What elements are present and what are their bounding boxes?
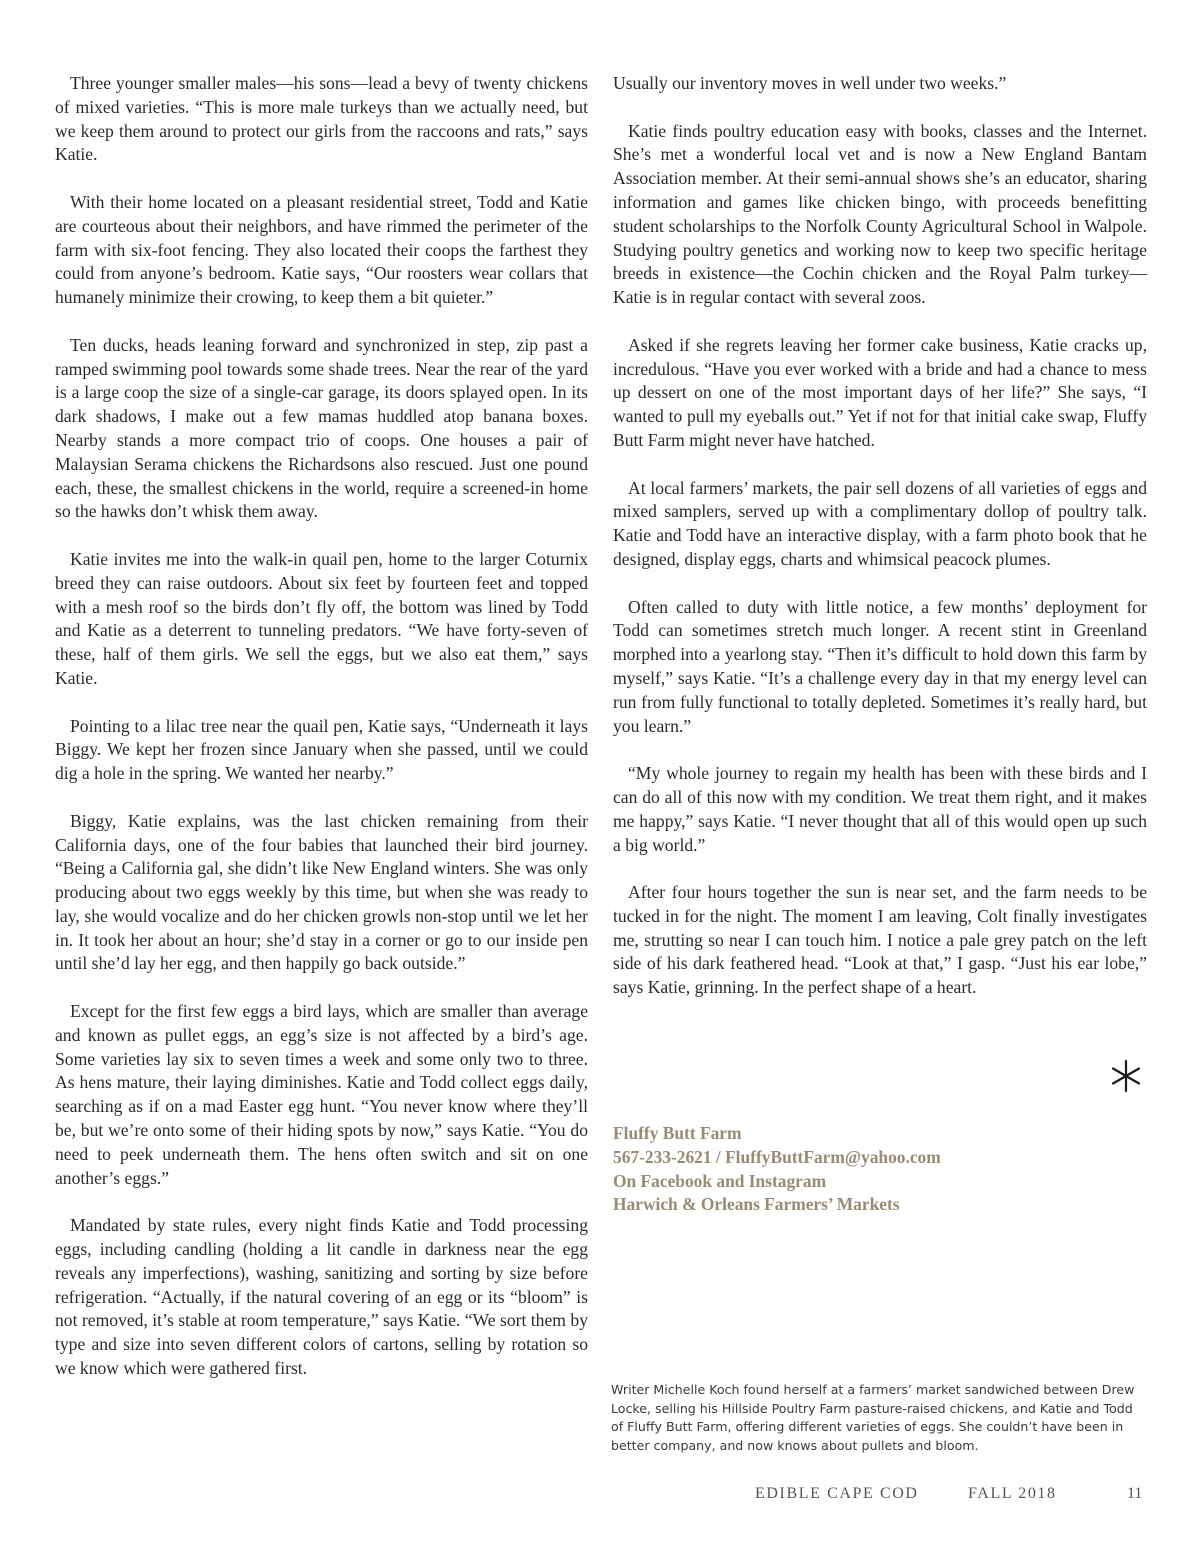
author-bio: Writer Michelle Koch found herself at a farmers’ market sandwiched between Drew Locke, selling his Hillside Poultry Farm pasture-raised chickens, and Katie and Todd of Fluffy Butt Farm, offering different varieties of eggs. She couldn’t have been in better company, and now knows about pullets and bloom. [611, 1382, 1135, 1453]
farm-markets: Harwich & Orleans Farmers’ Markets [613, 1194, 900, 1215]
article-paragraph: Katie invites me into the walk-in quail pen, home to the larger Coturnix breed they can raise outdoors. About six feet by fourteen feet and topped with a mesh roof so the birds don’t fly off, the bottom was lined by Todd and Katie as a deterrent to tunneling predators. “We have forty-seven of these, half of them girls. We sell the eggs, but we also eat them,” says Katie. [55, 548, 588, 688]
article-column-left [55, 72, 588, 1405]
article-paragraph: Mandated by state rules, every night finds Katie and Todd processing eggs, including candling (holding a lit candle in darkness near the egg reveals any imperfections), washing, sanitizing and sorting by size before refrigeration. “Actually, if the natural covering of an egg or its “bloom” is not removed, it’s stable at room temperature,” says Katie. “We sort them by type and size into seven different colors of cartons, selling by rotation so we know which were gathered first. [55, 1215, 588, 1379]
article-paragraph: At local farmers’ markets, the pair sell dozens of all varieties of eggs and mixed samplers, served up with a complimentary dollop of poultry talk. Katie and Todd have an interactive display, with a farm photo book that he designed, display eggs, charts and whimsical peacock plumes. [613, 477, 1147, 569]
footer-season: FALL 2018 [968, 1485, 1057, 1502]
article-paragraph: Pointing to a lilac tree near the quail pen, Katie says, “Underneath it lays Biggy. We kept her frozen since January when she passed, until we could dig a hole in the spring. We wanted her nearby.” [55, 715, 588, 784]
article-paragraph: Often called to duty with little notice, a few months’ deployment for Todd can sometimes stretch much longer. A recent stint in Greenland morphed into a yearlong stay. “Then it’s difficult to hold down this farm by myself,” says Katie. “It’s a challenge every day in that my energy level can run from fully functional to totally depleted. Sometimes it’s really hard, but you learn.” [613, 596, 1147, 736]
asterisk-end-mark-icon [1108, 1058, 1144, 1094]
article-paragraph: Except for the first few eggs a bird lays, which are smaller than average and known as pullet eggs, an egg’s size is not affected by a bird’s age. Some varieties lay six to seven times a week and some only two to three. As hens mature, their laying diminishes. Katie and Todd collect eggs daily, searching as if on a mad Easter egg hunt. “You never know where they’ll be, but we’re onto some of their hiding spots by now,” says Katie. “You do need to peek underneath them. The hens often switch and sit on one another’s eggs.” [55, 1001, 588, 1188]
farm-contact: 567-233-2621 / FluffyButtFarm@yahoo.com [613, 1146, 941, 1167]
article-paragraph-continuation: Usually our inventory moves in well under two weeks.” [613, 73, 1007, 93]
article-paragraph: Katie finds poultry education easy with books, classes and the Internet. She’s met a wonderful local vet and is now a New England Bantam Association member. At their semi-annual shows she’s an educator, sharing information and games like chicken bingo, with proceeds benefitting student scholarships to the Norfolk County Agricultural School in Walpole. Studying poultry genetics and working now to keep two specific heritage breeds in existence—the Cochin chicken and the Royal Palm turkey—Katie is in regular contact with several zoos. [613, 120, 1147, 308]
article-paragraph: Ten ducks, heads leaning forward and synchronized in step, zip past a ramped swimming pool towards some shade trees. Near the rear of the yard is a large coop the size of a single-car garage, its doors splayed open. In its dark shadows, I make out a few mamas huddled atop banana boxes. Nearby stands a more compact trio of coops. One houses a pair of Malaysian Serama chickens the Richardsons also rescued. Just one pound each, these, the smallest chickens in the world, require a screened-in home so the hawks don’t whisk them away. [55, 334, 588, 522]
farm-info-block [613, 1122, 1153, 1217]
page-footer [0, 1485, 1200, 1507]
article-paragraph: With their home located on a pleasant residential street, Todd and Katie are courteous about their neighbors, and have rimmed the perimeter of the farm with six-foot fencing. They also located their coops the farthest they could from anyone’s bedroom. Katie says, “Our roosters wear collars that humanely minimize their crowing, to keep them a bit quieter.” [55, 191, 588, 308]
article-paragraph: Three younger smaller males—his sons—lead a bevy of twenty chickens of mixed varieties. “This is more male turkeys than we actually need, but we keep them around to protect our girls from the raccoons and rats,” says Katie. [55, 73, 588, 165]
page-number: 11 [1127, 1485, 1143, 1502]
article-paragraph: “My whole journey to regain my health has been with these birds and I can do all of this now with my condition. We treat them right, and it makes me happy,” says Katie. “I never thought that all of this would open up such a big world.” [613, 763, 1147, 855]
article-column-right [613, 72, 1147, 1024]
footer-publication: EDIBLE CAPE COD [755, 1485, 919, 1502]
article-paragraph: Biggy, Katie explains, was the last chicken remaining from their California days, one of the four babies that launched their bird journey. “Being a California gal, she didn’t like New England winters. She was only producing about two eggs weekly by this time, but when she was ready to lay, she would vocalize and do her chicken growls non-stop until we let her in. It took her about an hour; she’d stay in a corner or go to our inside pen until she’d lay her egg, and then happily go back outside.” [55, 810, 588, 974]
farm-name: Fluffy Butt Farm [613, 1123, 742, 1143]
article-paragraph: Asked if she regrets leaving her former cake business, Katie cracks up, incredulous. “Have you ever worked with a bride and had a chance to mess up dessert on one of the most important days of her life?” She says, “I wanted to pull my eyeballs out.” Yet if not for that initial cake swap, Fluffy Butt Farm might never have hatched. [613, 334, 1147, 450]
article-paragraph: After four hours together the sun is near set, and the farm needs to be tucked in for the night. The moment I am leaving, Colt finally investigates me, strutting so near I can touch him. I notice a pale grey patch on the left side of his dark feathered head. “Look at that,” I gasp. “Just his ear lobe,” says Katie, grinning. In the perfect shape of a heart. [613, 882, 1147, 998]
farm-social: On Facebook and Instagram [613, 1170, 827, 1191]
